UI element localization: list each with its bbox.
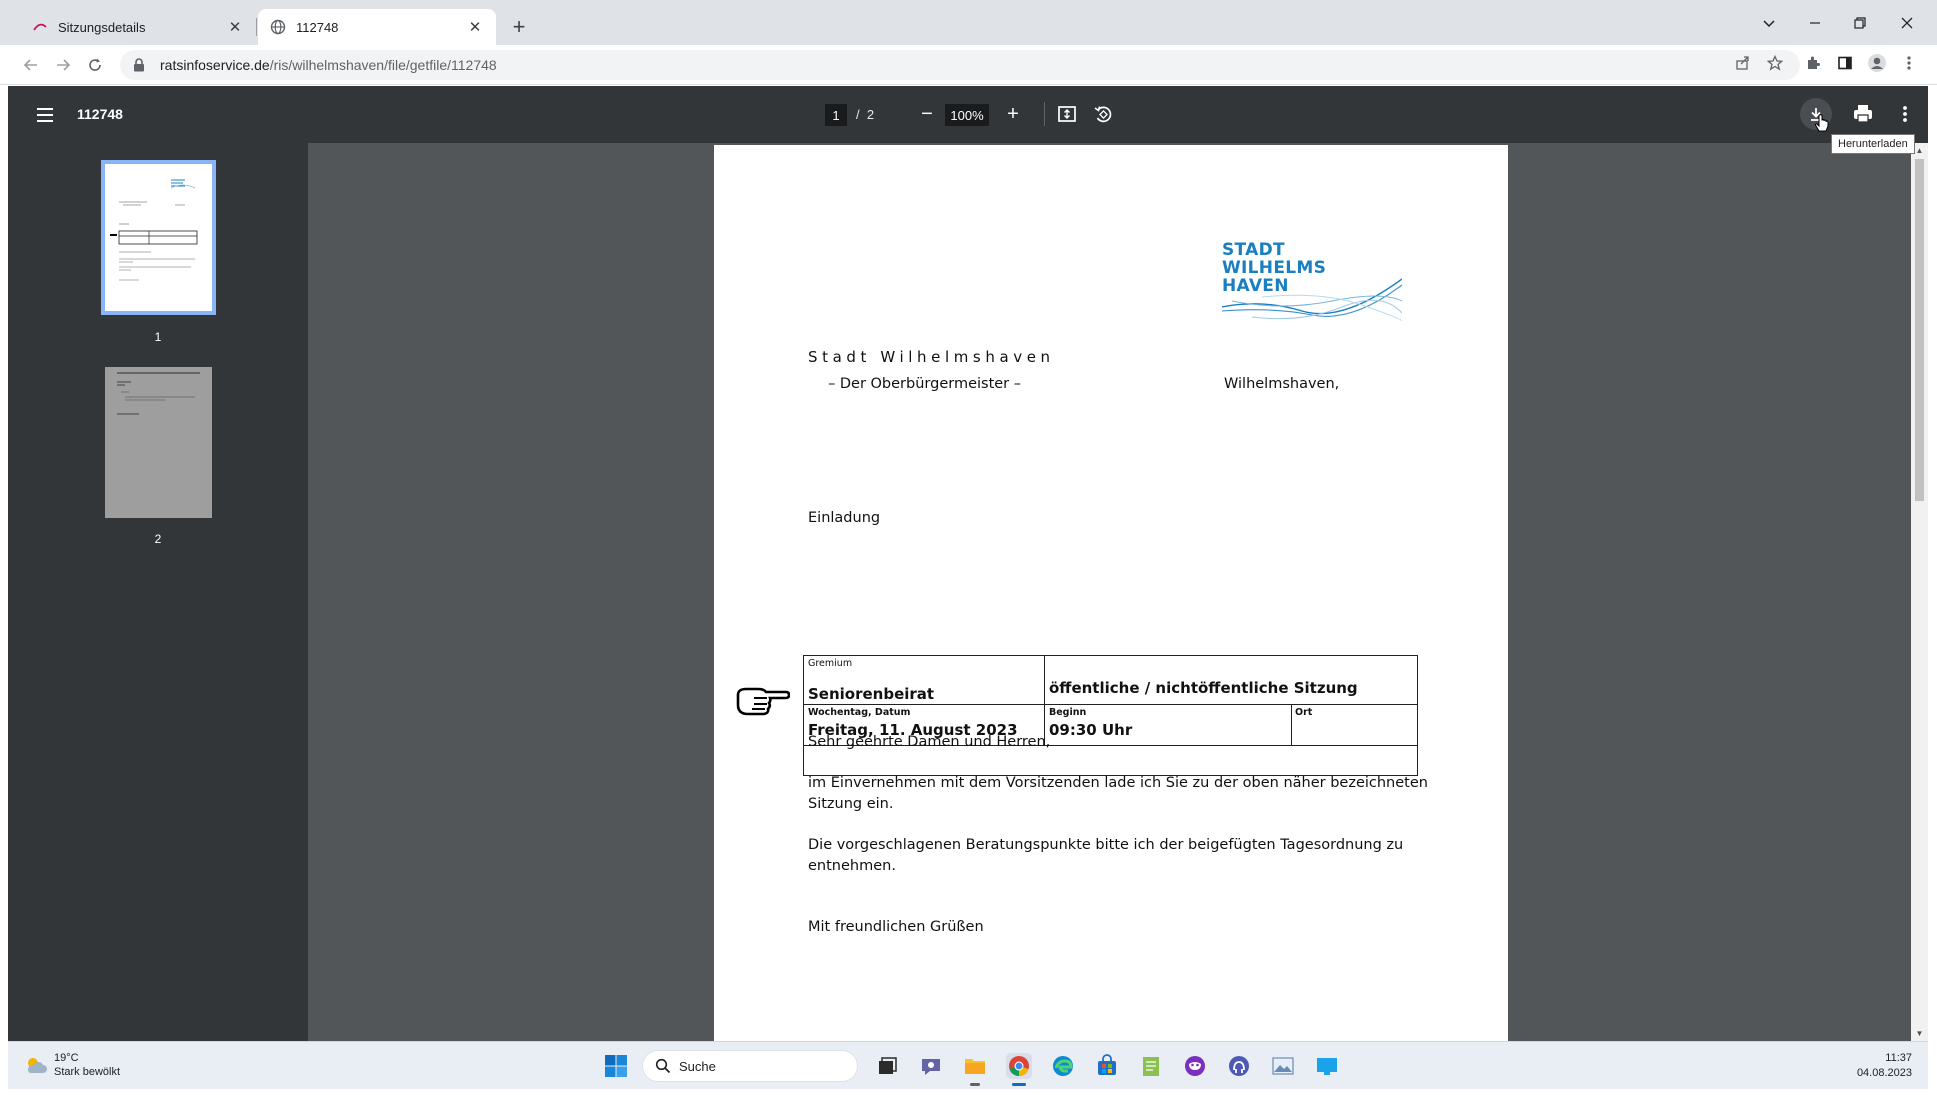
tab-close-icon[interactable]: ✕ [228, 19, 242, 36]
back-arrow-icon[interactable] [18, 52, 44, 78]
share-icon[interactable] [1730, 50, 1756, 76]
new-tab-button[interactable]: + [512, 14, 526, 39]
closing-line: Mit freundlichen Grüßen [808, 919, 984, 935]
globe-icon [270, 19, 286, 35]
browser-toolbar [0, 45, 1937, 85]
windows-taskbar [8, 1041, 1928, 1089]
search-icon [655, 1058, 671, 1074]
place-line: Wilhelmshaven, [1224, 376, 1340, 392]
url-host: ratsinfoservice.de [160, 57, 270, 73]
forward-arrow-icon[interactable] [50, 52, 76, 78]
taskbar-search-box[interactable] [642, 1050, 858, 1082]
thumbnail-label-2: 2 [154, 532, 162, 546]
gremium-label: Gremium [808, 658, 853, 669]
session-table [803, 655, 1418, 776]
pdf-toolbar [8, 86, 1928, 143]
document-heading: Einladung [808, 510, 881, 526]
organization-name: Stadt Wilhelmshaven [808, 348, 1055, 366]
date-label: Wochentag, Datum [808, 707, 911, 718]
thumbnail-page-2[interactable] [105, 367, 212, 518]
scrollbar-thumb[interactable] [1915, 159, 1924, 501]
thumbnail-sidebar [8, 143, 308, 1041]
paragraph-2-line-1: Die vorgeschlagenen Beratungspunkte bitte ich der beigefügten Tagesordnung zu [808, 837, 1404, 853]
cloudy-weather-icon [24, 1055, 48, 1075]
search-placeholder: Suche [679, 1058, 716, 1074]
minimize-icon[interactable] [1800, 10, 1830, 36]
pointing-hand-icon [734, 685, 790, 724]
start-value: 09:30 Uhr [1049, 721, 1133, 739]
mail-icon[interactable] [1182, 1053, 1208, 1079]
print-icon[interactable] [1851, 102, 1875, 126]
paragraph-2-line-2: entnehmen. [808, 858, 896, 874]
logo-line-1: STADT [1222, 240, 1285, 260]
fit-to-page-icon[interactable] [1056, 103, 1078, 125]
mouse-pointer-icon [1814, 114, 1830, 139]
profile-avatar-icon[interactable] [1864, 50, 1890, 76]
weather-temperature: 19°C [54, 1052, 79, 1064]
zoom-out-button[interactable]: − [921, 102, 933, 125]
page-separator: / [856, 107, 860, 122]
paragraph-1-line-1: im Einvernehmen mit dem Vorsitzenden lade ich Sie zu der oben näher bezeichneten [808, 775, 1428, 791]
toolbar-divider [1044, 102, 1045, 126]
viewer-scrollbar[interactable] [1911, 143, 1928, 1041]
hamburger-menu-icon[interactable] [34, 104, 56, 126]
page-count [856, 107, 874, 122]
gremium-value: Seniorenbeirat [808, 685, 935, 703]
active-app-indicator [970, 1083, 980, 1086]
clock-time: 11:37 [1885, 1052, 1912, 1064]
url-path: /ris/wilhelmshaven/file/getfile/112748 [269, 57, 497, 73]
location-label: Ort [1295, 707, 1313, 718]
paragraph-1-line-2: Sitzung ein. [808, 796, 894, 812]
salutation: Sehr geehrte Damen und Herren, [808, 734, 1051, 750]
tab-strip [0, 0, 1937, 45]
weather-widget[interactable] [24, 1051, 120, 1079]
reload-icon[interactable] [82, 52, 108, 78]
thumbnail-page-1[interactable] [101, 160, 216, 315]
restore-icon[interactable] [1845, 10, 1875, 36]
logo-line-2: WILHELMS [1222, 258, 1327, 278]
teams-chat-icon[interactable] [918, 1053, 944, 1079]
task-view-icon[interactable] [874, 1053, 900, 1079]
start-label: Beginn [1049, 707, 1087, 718]
more-actions-icon[interactable] [1893, 102, 1917, 126]
document-title: 112748 [77, 106, 123, 122]
side-panel-icon[interactable] [1832, 50, 1858, 76]
zoom-level-input[interactable]: 100% [945, 104, 989, 126]
pdf-page-1 [714, 145, 1508, 1041]
chrome-menu-icon[interactable] [1896, 50, 1922, 76]
notepad-icon[interactable] [1138, 1053, 1164, 1079]
store-icon[interactable] [1094, 1053, 1120, 1079]
tab-title: 112748 [296, 19, 339, 35]
session-type: öffentliche / nichtöffentliche Sitzung [1049, 679, 1358, 697]
weather-description: Stark bewölkt [54, 1066, 121, 1078]
tab-112748[interactable] [258, 9, 496, 45]
total-pages: 2 [866, 107, 875, 122]
thumbnail-label-1: 1 [154, 330, 162, 344]
tab-search-icon[interactable] [1754, 10, 1784, 36]
rotate-icon[interactable] [1092, 103, 1114, 125]
address-bar[interactable] [120, 50, 1800, 80]
download-tooltip: Herunterladen [1831, 134, 1915, 154]
chrome-icon[interactable] [1006, 1053, 1032, 1079]
active-app-indicator [1012, 1083, 1026, 1086]
pdf-viewport[interactable] [308, 143, 1911, 1041]
github-icon[interactable] [1226, 1053, 1252, 1079]
lock-icon[interactable] [130, 58, 148, 72]
ratsinfo-favicon-icon [32, 19, 48, 35]
date-value: Freitag, 11. August 2023 [808, 721, 1018, 739]
edge-icon[interactable] [1050, 1053, 1076, 1079]
tab-sitzungsdetails[interactable] [20, 9, 256, 45]
system-clock[interactable] [1857, 1051, 1912, 1081]
scroll-up-arrow-icon[interactable]: ▲ [1915, 146, 1924, 155]
photos-icon[interactable] [1270, 1053, 1296, 1079]
logo-line-3: HAVEN [1222, 276, 1289, 296]
scroll-down-arrow-icon[interactable]: ▼ [1915, 1029, 1924, 1038]
windows-start-icon[interactable] [604, 1054, 628, 1078]
tab-close-icon[interactable]: ✕ [468, 19, 482, 36]
close-window-icon[interactable] [1892, 10, 1922, 36]
zoom-in-button[interactable]: + [1007, 102, 1019, 125]
extensions-icon[interactable] [1800, 50, 1826, 76]
stadt-wilhelmshaven-logo [1222, 241, 1402, 331]
bookmark-star-icon[interactable] [1762, 50, 1788, 76]
tab-title: Sitzungsdetails [58, 19, 146, 35]
department-name: – Der Oberbürgermeister – [828, 376, 1022, 392]
remote-desktop-icon[interactable] [1314, 1053, 1340, 1079]
tab-divider [256, 18, 257, 36]
clock-date: 04.08.2023 [1856, 1067, 1912, 1079]
page-number-input[interactable]: 1 [825, 104, 847, 126]
file-explorer-icon[interactable] [962, 1053, 988, 1079]
